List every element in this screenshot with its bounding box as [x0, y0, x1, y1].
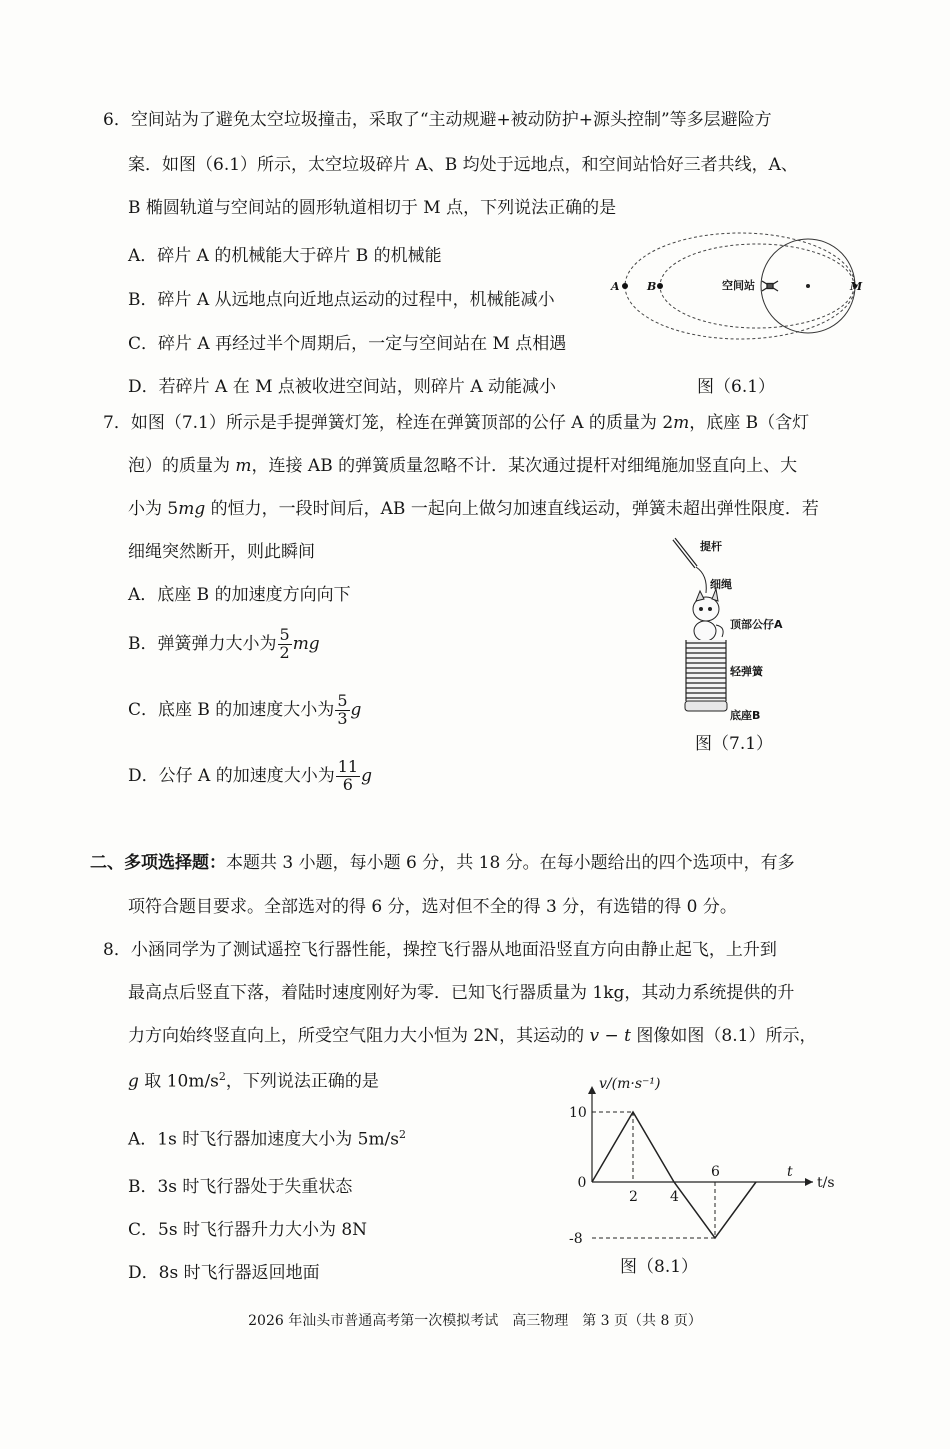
q7-line-2-m: m	[235, 456, 252, 476]
y-tick-label-10: 10	[569, 1105, 587, 1121]
page-footer: 2026 年汕头市普通高考第一次模拟考试 高三物理 第 3 页（共 8 页）	[248, 1313, 702, 1329]
q7-line-1-m: m	[673, 413, 690, 433]
label-a: A	[611, 280, 620, 293]
q8-line-4	[128, 1070, 379, 1092]
q7-option-c-fraction	[335, 693, 349, 728]
q8-option-a-text: A．1s 时飞行器加速度大小为 5m/s	[128, 1129, 400, 1150]
q8-option-d: D．8s 时飞行器返回地面	[128, 1263, 320, 1283]
section-2-line-2: 项符合题目要求。全部选对的得 6 分，选对但不全的得 3 分，有选错的得 0 分。	[128, 897, 737, 917]
x-axis-arrow	[805, 1178, 813, 1186]
q8-line-3-t: t	[624, 1026, 632, 1046]
label-space-station: 空间站	[722, 279, 755, 292]
fragment-b-dot	[657, 283, 663, 289]
q7-option-c-unit: g	[350, 699, 362, 720]
q7-line-1-a: 7．如图（7.1）所示是手提弹簧灯笼，栓连在弹簧顶部的公仔 A 的质量为 2	[103, 413, 674, 433]
spring-icon	[686, 640, 726, 701]
q7-option-b	[128, 627, 320, 662]
q8-line-4-b: ，下列说法正确的是	[225, 1071, 379, 1092]
vt-series-line	[592, 1112, 756, 1238]
q8-line-3-b: 图像如图（8.1）所示，	[631, 1026, 817, 1046]
q8-line-1: 8．小涵同学为了测试遥控飞行器性能，操控飞行器从地面沿竖直方向由静止起飞，上升到	[103, 940, 777, 960]
q7-option-c-den: 3	[337, 708, 348, 728]
q7-option-c	[128, 693, 361, 728]
q7-line-3-b: 的恒力，一段时间后，AB 一起向上做匀加速直线运动，弹簧未超出弹性限度．若	[205, 499, 819, 519]
label-b: B	[647, 280, 657, 293]
q7-option-b-fraction	[278, 627, 292, 662]
q7-option-b-unit: mg	[292, 633, 320, 654]
toy-a-icon	[693, 589, 723, 641]
q7-line-1-b: ，底座 B（含灯	[689, 413, 810, 433]
label-rod: 提杆	[700, 540, 722, 553]
base-b-icon	[685, 701, 727, 711]
q7-option-d	[128, 759, 372, 794]
figure-6-1-orbits	[610, 232, 872, 374]
x-tick-label-2: 2	[629, 1189, 638, 1205]
q7-option-d-den: 6	[342, 774, 353, 794]
q6-line-2: 案．如图（6.1）所示，太空垃圾碎片 A、B 均处于远地点，和空间站恰好三者共线，A、	[128, 155, 798, 175]
y-tick-label-0: 0	[577, 1175, 587, 1191]
x-axis-t-label: t	[787, 1164, 793, 1180]
figure-6-1-caption: 图（6.1）	[697, 377, 776, 397]
q7-line-1	[103, 413, 809, 433]
q6-line-1: 6．空间站为了避免太空垃圾撞击，采取了“主动规避+被动防护+源头控制”等多层避险方	[103, 110, 772, 130]
q6-option-d: D．若碎片 A 在 M 点被收进空间站，则碎片 A 动能减小	[128, 377, 557, 397]
x-tick-label-4: 4	[670, 1189, 679, 1205]
fragment-a-dot	[622, 283, 628, 289]
q7-option-c-num: 5	[337, 691, 348, 710]
lift-rod-icon	[674, 539, 696, 567]
q8-line-3-dash: −	[599, 1026, 625, 1046]
q7-option-d-unit: g	[361, 765, 372, 786]
figure-7-1-caption: 图（7.1）	[695, 734, 774, 754]
q8-option-a	[128, 1128, 406, 1150]
earth-dot	[806, 284, 810, 288]
q7-line-3-m: mg	[178, 499, 206, 519]
label-m: M	[850, 280, 863, 293]
label-spring: 轻弹簧	[730, 665, 763, 678]
q7-line-3-a: 小为 5	[128, 499, 179, 519]
y-tick-label-neg8: -8	[569, 1231, 583, 1247]
q6-option-b: B．碎片 A 从远地点向近地点运动的过程中，机械能减小	[128, 290, 555, 310]
q7-line-2-a: 泡）的质量为	[128, 456, 236, 476]
q7-line-3	[128, 499, 819, 519]
string-icon	[696, 567, 706, 593]
q7-option-d-fraction	[336, 759, 360, 794]
label-rope: 细绳	[710, 578, 732, 591]
q7-option-b-text: B．弹簧弹力大小为	[128, 633, 277, 654]
q8-line-4-a: 取 10m/s	[138, 1071, 219, 1092]
y-axis-label: v/(m·s⁻¹)	[599, 1076, 661, 1092]
q7-option-b-num: 5	[279, 625, 290, 644]
q6-line-3: B 椭圆轨道与空间站的圆形轨道相切于 M 点，下列说法正确的是	[128, 198, 617, 218]
figure-7-1-lantern	[668, 533, 788, 728]
q8-line-4-g: g	[128, 1071, 139, 1092]
section-2-text-1: 本题共 3 小题，每小题 6 分，共 18 分。在每小题给出的四个选项中，有多	[226, 853, 795, 873]
q7-option-d-text: D．公仔 A 的加速度大小为	[128, 765, 335, 786]
q8-option-a-sup: 2	[399, 1128, 407, 1141]
q7-line-2	[128, 456, 797, 476]
q8-option-b: B．3s 时飞行器处于失重状态	[128, 1177, 353, 1197]
q6-option-a: A．碎片 A 的机械能大于碎片 B 的机械能	[128, 246, 442, 266]
space-station-icon	[762, 281, 778, 291]
section-2-line-1	[90, 853, 795, 873]
q7-option-a: A．底座 B 的加速度方向向下	[128, 585, 351, 605]
x-tick-label-6: 6	[711, 1164, 720, 1180]
section-2-title: 二、多项选择题：	[90, 853, 226, 873]
x-axis-label: t/s	[817, 1175, 835, 1191]
q8-option-c: C．5s 时飞行器升力大小为 8N	[128, 1220, 368, 1240]
q6-option-c: C．碎片 A 再经过半个周期后，一定与空间站在 M 点相遇	[128, 334, 567, 354]
q8-line-4-sup: 2	[218, 1070, 226, 1083]
q8-line-3	[128, 1026, 816, 1046]
label-top-toy: 顶部公仔A	[730, 618, 783, 631]
q7-line-2-b: ，连接 AB 的弹簧质量忽略不计．某次通过提杆对细绳施加竖直向上、大	[251, 456, 798, 476]
figure-8-1-vt-chart	[555, 1072, 845, 1252]
q7-option-b-den: 2	[279, 642, 290, 662]
orbit-b-ellipse	[660, 244, 854, 328]
figure-8-1-caption: 图（8.1）	[620, 1257, 699, 1277]
q8-line-3-a: 力方向始终竖直向上，所受空气阻力大小恒为 2N，其运动的	[128, 1026, 590, 1046]
y-axis-arrow	[588, 1086, 596, 1094]
q7-option-c-text: C．底座 B 的加速度大小为	[128, 699, 335, 720]
q8-line-2: 最高点后竖直下落，着陆时速度刚好为零．已知飞行器质量为 1kg，其动力系统提供的升	[128, 983, 795, 1003]
label-base: 底座B	[730, 709, 761, 722]
q7-option-d-num: 11	[337, 757, 359, 776]
q8-line-3-v: v	[589, 1026, 600, 1046]
q7-line-4: 细绳突然断开，则此瞬间	[128, 542, 315, 562]
